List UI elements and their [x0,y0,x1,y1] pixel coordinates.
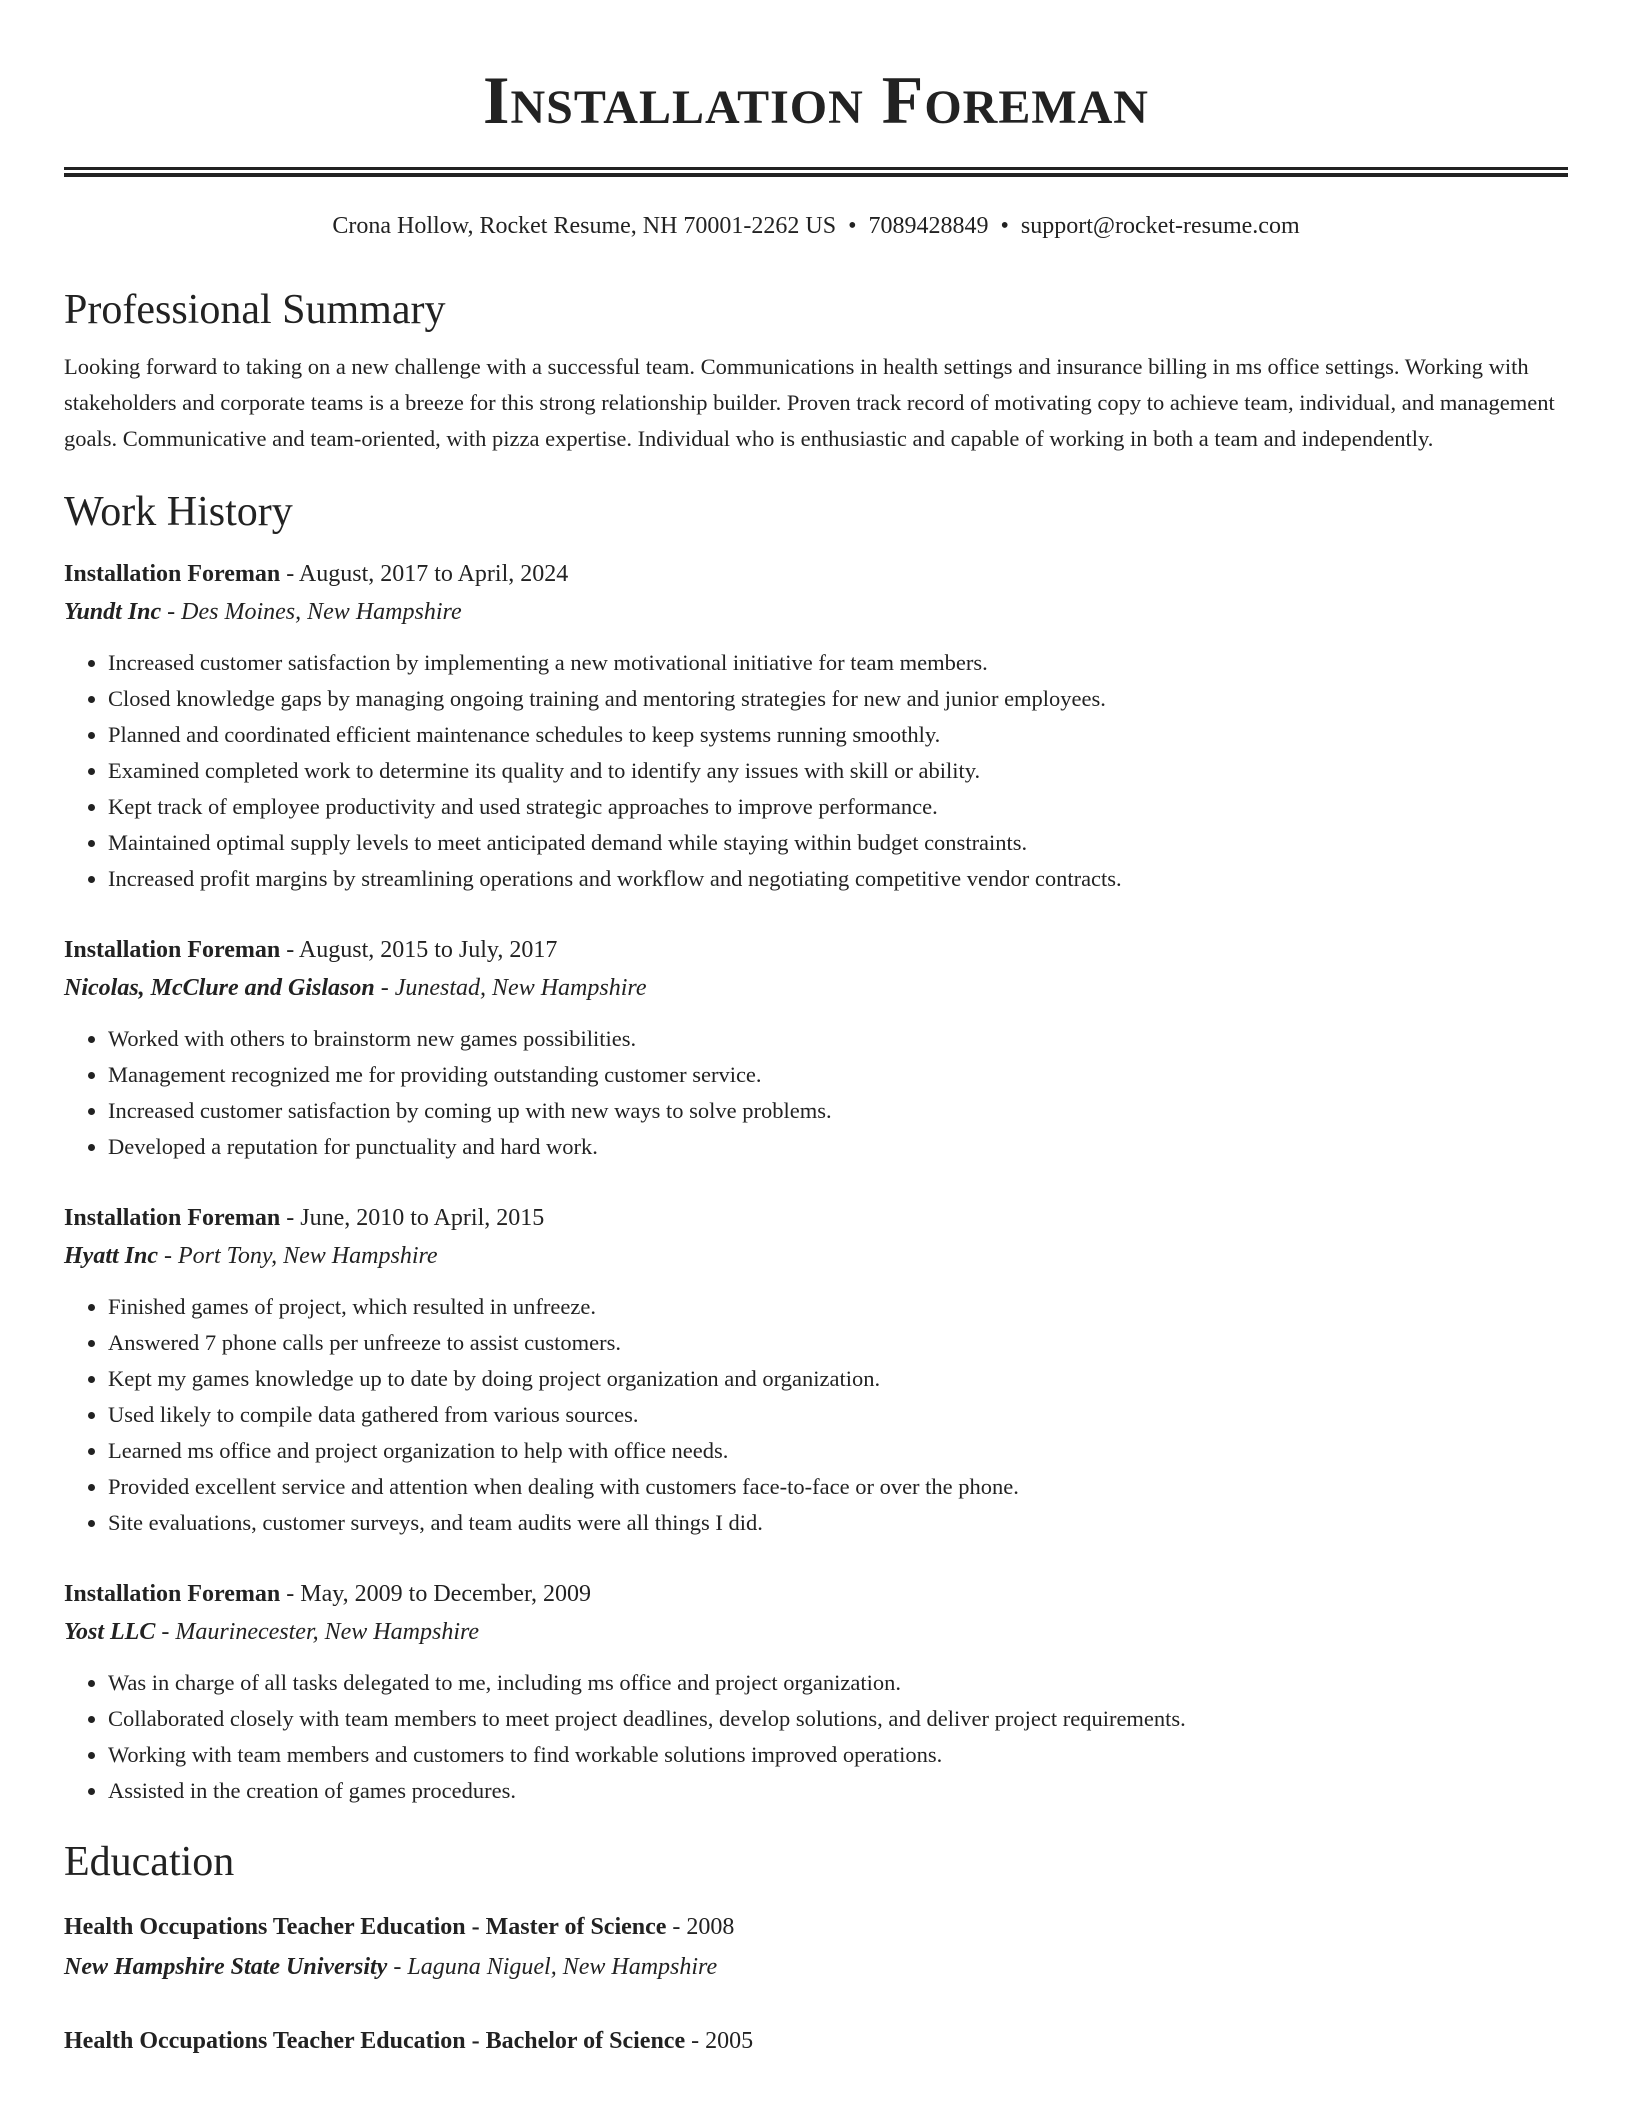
job-company: Yost LLC [64,1619,156,1645]
education-degree: Health Occupations Teacher Education - Bachelor of Science [64,2028,686,2054]
job-bullet: • Kept my games knowledge up to date by doing project organization and organization. [108,1361,1568,1397]
resume-page [64,0,1568,2061]
job-bullet: • Worked with others to brainstorm new games possibilities. [108,1021,1568,1057]
education-dash: - [666,1914,687,1940]
education-dash: - [685,2028,706,2054]
job-dash: - [161,599,182,625]
education-list [64,1907,1568,2061]
education-entry [64,2021,1568,2061]
job-company: Yundt Inc [64,599,162,625]
job-bullet: • Was in charge of all tasks delegated to me, including ms office and project organization. [108,1665,1568,1701]
header-divider [64,167,1568,177]
job-bullet: • Site evaluations, customer surveys, and team audits were all things I did. [108,1505,1568,1541]
job-dash: - [158,1243,178,1269]
job-title-line [64,1575,1568,1613]
job-bullets [64,1021,1568,1165]
job-role: Installation Foreman [64,561,281,587]
job-bullet: • Learned ms office and project organization to help with office needs. [108,1433,1568,1469]
job-entry [64,1199,1568,1541]
job-title-line [64,931,1568,969]
job-role: Installation Foreman [64,937,281,963]
job-employer-line [64,1613,1568,1651]
job-bullet: • Used likely to compile data gathered from various sources. [108,1397,1568,1433]
education-degree: Health Occupations Teacher Education - Master of Science [64,1914,667,1940]
contact-separator: • [1000,213,1009,239]
job-employer-line [64,593,1568,631]
job-company: Nicolas, McClure and Gislason [64,975,375,1001]
job-dates: August, 2015 to July, 2017 [298,937,558,963]
education-degree-line [64,2021,1568,2061]
job-dash: - [155,1619,176,1645]
job-bullet: • Increased profit margins by streamlining operations and workflow and negotiating competitive vendor contracts. [108,861,1568,897]
summary-heading: Professional Summary [64,287,446,333]
education-location: Laguna Niguel, New Hampshire [407,1954,718,1980]
job-dash: - [280,937,299,963]
education-degree-line [64,1907,1568,1947]
job-bullet: • Management recognized me for providing outstanding customer service. [108,1057,1568,1093]
contact-line [64,211,1568,241]
education-year: 2008 [686,1914,735,1940]
job-bullet: • Collaborated closely with team members to meet project deadlines, develop solutions, and deliver project requirements. [108,1701,1568,1737]
job-dash: - [374,975,395,1001]
job-bullet: • Working with team members and customers to find workable solutions improved operations. [108,1737,1568,1773]
education-dash: - [387,1954,408,1980]
job-bullets [64,645,1568,897]
work-history-heading: Work History [64,489,293,535]
candidate-name: Installation Foreman [483,62,1149,138]
job-bullet: • Assisted in the creation of games procedures. [108,1773,1568,1809]
contact-separator: • [848,213,857,239]
contact-phone: 7089428849 [868,213,989,239]
job-bullet: • Closed knowledge gaps by managing ongoing training and mentoring strategies for new and junior employees. [108,681,1568,717]
job-bullet: • Finished games of project, which resulted in unfreeze. [108,1289,1568,1325]
job-employer-line [64,969,1568,1007]
job-bullet: • Planned and coordinated efficient maintenance schedules to keep systems running smoothly. [108,717,1568,753]
work-history-list [64,555,1568,1809]
job-bullet: • Maintained optimal supply levels to meet anticipated demand while staying within budget constraints. [108,825,1568,861]
education-school-line [64,1947,1568,1987]
job-employer-line [64,1237,1568,1275]
job-entry [64,1575,1568,1809]
job-title-line [64,555,1568,593]
job-bullet: • Provided excellent service and attention when dealing with customers face-to-face or over the phone. [108,1469,1568,1505]
job-bullet: • Increased customer satisfaction by coming up with new ways to solve problems. [108,1093,1568,1129]
job-location: Maurinecester, New Hampshire [175,1619,480,1645]
job-bullet: • Kept track of employee productivity and used strategic approaches to improve performance. [108,789,1568,825]
job-dash: - [280,1205,301,1231]
job-company: Hyatt Inc [64,1243,158,1269]
job-bullets [64,1665,1568,1809]
job-entry [64,931,1568,1165]
job-location: Junestad, New Hampshire [394,975,647,1001]
summary-text: Looking forward to taking on a new challenge with a successful team. Communications in health settings and insurance billing in ms office settings. Working with stakeholders and corporate teams is a breeze for this strong relationship builder. Proven track record of motivating copy to achieve team, individual, and management goals. Communicative and team-oriented, with pizza expertise. Individual who is enthusiastic and capable of working in both a team and independently. [64,354,1555,451]
job-bullet: • Examined completed work to determine its quality and to identify any issues with skill or ability. [108,753,1568,789]
contact-address: Crona Hollow, Rocket Resume, NH 70001-2262 US [332,213,837,239]
education-year: 2005 [705,2028,754,2054]
contact-email: support@rocket-resume.com [1020,213,1300,239]
job-location: Port Tony, New Hampshire [178,1243,438,1269]
job-dates: August, 2017 to April, 2024 [298,561,569,587]
job-dash: - [280,561,299,587]
job-bullets [64,1289,1568,1541]
job-bullet: • Developed a reputation for punctuality and hard work. [108,1129,1568,1165]
job-bullet: • Increased customer satisfaction by implementing a new motivational initiative for team members. [108,645,1568,681]
job-dates: June, 2010 to April, 2015 [300,1205,545,1231]
job-entry [64,555,1568,897]
education-school: New Hampshire State University [64,1954,388,1980]
job-dash: - [280,1581,301,1607]
job-bullet: • Answered 7 phone calls per unfreeze to assist customers. [108,1325,1568,1361]
job-dates: May, 2009 to December, 2009 [300,1581,591,1607]
job-role: Installation Foreman [64,1205,281,1231]
education-heading: Education [64,1839,235,1885]
education-entry [64,1907,1568,1987]
job-title-line [64,1199,1568,1237]
job-role: Installation Foreman [64,1581,281,1607]
job-location: Des Moines, New Hampshire [181,599,462,625]
